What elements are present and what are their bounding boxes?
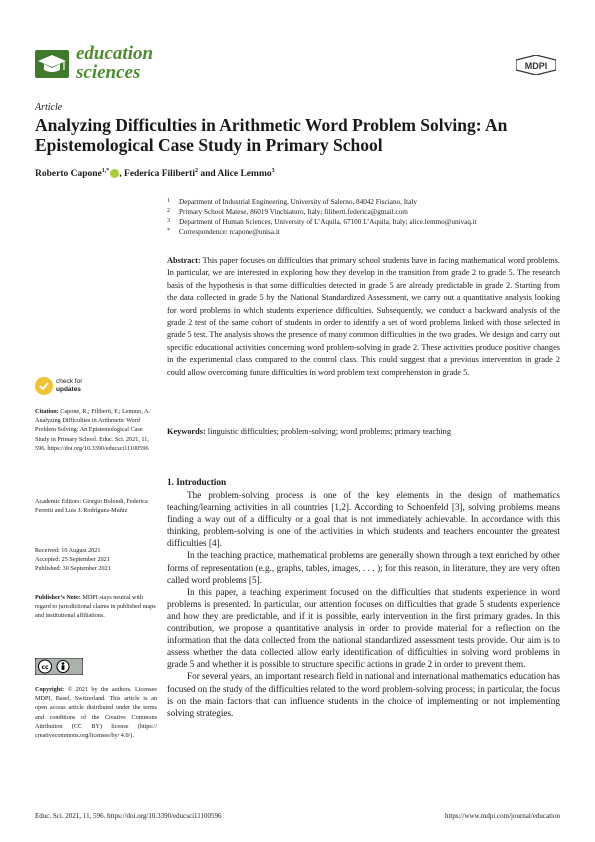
author-list	[35, 168, 275, 179]
author-2-sup: 2	[194, 168, 198, 174]
paragraph: For several years, an important research field in national and international mathematics education has focused on the study of the difficulties related to the word problem-solving process; in particular, the focus is on the main factors that can influence students in the choice of implementing or not implementing solving strategies.	[167, 671, 560, 718]
affiliation-mark: *	[167, 228, 170, 234]
affiliations	[167, 197, 567, 237]
check-updates-icon	[35, 377, 53, 395]
journal-logo	[35, 44, 195, 84]
affiliation-text: Department of Industrial Engineering, University of Salerno, 84042 Fisciano, Italy	[179, 198, 417, 206]
article-title: Analyzing Difficulties in Arithmetic Word Problem Solving: An Epistemological Case Study in Primary School	[35, 115, 508, 155]
updates-label: updates	[56, 385, 81, 393]
author-1-sup: 1,*	[101, 168, 110, 174]
affiliation-text: Primary School Matese, 86019 Vinchiaturo, Italy; filiberti.federica@gmail.com	[179, 208, 408, 216]
copyright-label: Copyright:	[35, 686, 65, 693]
keywords-text: linguistic difficulties; problem-solving; word problems; primary teaching	[207, 427, 451, 436]
orcid-icon[interactable]	[110, 169, 119, 178]
author-3-sup: 3	[271, 168, 275, 174]
paragraph: In the teaching practice, mathematical problems are generally shown through a text enriched by other forms of representation (e.g., graphs, tables, images, . . . ); for this reason, in literature, they are very often called word problems [5].	[167, 550, 560, 585]
affiliation-mark: 1	[167, 198, 170, 204]
received-date: Received: 10 August 2021	[35, 547, 101, 554]
graduation-cap-icon	[35, 50, 69, 78]
abstract-text: This paper focuses on difficulties that primary school students have in facing mathematical word problems. In particular, we are interested in exploring how they develop in the transition from grade 2 to grade 5. The research basis of the hypothesis is that some difficulties detected in grade 5 are already predictable in grade 2. Starting from the data collected in grade 5 by the National Standardized Assessment, we carry out a quantitative analysis looking for word problems in which students experience difficulties. Subsequently, we conduct a backward analysis of the grade 2 test of the same cohort of students in order to identify a set of word problems linked with those selected in grade 5 test. The analysis shows the presence of many common difficulties in the two grades. We design and carry out specific educational activities concerning word problem-solving in grade 2. These activities produce positive changes in the experimental class compared to the control class. This could suggest that a previous intervention in grade 2 could allow overcoming future difficulties in word problem text comprehension in grade 5.	[167, 256, 560, 377]
publisher-note-text: MDPI stays neutral with regard to jurisdictional claims in published maps and institutional affiliations.	[35, 594, 156, 620]
affiliation-row	[167, 217, 567, 227]
author-3[interactable]: and Alice Lemmo	[197, 169, 272, 180]
copyright-block	[35, 685, 157, 740]
citation-block	[35, 407, 157, 453]
publisher-name: MDPI	[524, 61, 548, 71]
author-2[interactable]: , Federica Filiberti	[119, 169, 195, 180]
mdpi-logo	[516, 55, 556, 75]
affiliation-row	[167, 227, 567, 237]
citation-label: Citation:	[35, 408, 59, 415]
cc-by-license-icon[interactable]	[35, 658, 83, 675]
abstract-label: Abstract:	[167, 256, 201, 265]
dates-block	[35, 546, 157, 574]
footer-citation[interactable]: Educ. Sci. 2021, 11, 596. https://doi.org/10.3390/educsci11100596	[35, 812, 222, 820]
journal-name-line1: education	[76, 43, 154, 64]
affiliation-row	[167, 197, 567, 207]
journal-name-line2: sciences	[76, 62, 141, 83]
accepted-date: Accepted: 25 September 2021	[35, 556, 110, 564]
affiliation-text: Department of Human Sciences, University of L’Aquila, 67100 L’Aquila, Italy; alice.lemmo@univaq.it	[179, 218, 477, 226]
copyright-text: © 2021 by the authors. Licensee MDPI, Basel, Switzerland. This article is an open access article distributed under the terms and conditions of the Creative Commons Attribution (CC BY) license (https:// creativecommons.org/licenses/by/ 4.0/).	[35, 686, 157, 740]
affiliation-mark: 2	[167, 208, 170, 214]
paragraph: In this paper, a teaching experiment focused on the difficulties that students experience in word problems is presented. In particular, our attention focuses on difficulties that grade 5 students experience and how they are predictable, and if it is possible, early intervention in the first primary grades. In this contribution, we propose a quantitative analysis in order to provide material for a reflection on the information that the data collected from the national standardized assessment tests provide. Our aim is to assess whether the data collected allow early identification of difficulties in solving word problems in grade 5 and whether it is possible to structure specific actions in grade 2 in order to prevent them.	[167, 586, 560, 670]
author-1[interactable]: Roberto Capone	[35, 169, 102, 180]
check-for-updates-badge[interactable]	[35, 377, 125, 401]
paragraph: The problem-solving process is one of the key elements in the design of mathematics teaching/learning activities in all countries [1,2]. According to Schoenfeld [3], solving problems means finding a way out of a difficulty or a goal that is not immediately achievable. In accordance with this thinking, problem-solving is one of the activities in which students and teachers encounter the greatest difficulties [4].	[167, 490, 560, 549]
academic-editors: Academic Editors: Giorgio Bolondi, Federica Ferretti and Luis J. Rodríguez-Muñiz	[35, 498, 148, 515]
affiliation-mark: 3	[167, 218, 170, 224]
article-type: Article	[35, 102, 63, 113]
keywords	[167, 427, 560, 436]
section-heading: 1. Introduction	[167, 477, 227, 487]
citation-text: Capone, R.; Filiberti, F.; Lemmo, A. Analyzing Difficulties in Arithmetic Word Problem Solving: An Epistemological Case Study in Primary School. Educ. Sci. 2021, 11, 596. https://doi.org/10.3390/educsci11100596	[35, 408, 151, 452]
svg-text:cc: cc	[41, 664, 49, 671]
affiliation-text: Correspondence: rcapone@unisa.it	[179, 228, 280, 236]
publisher-note	[35, 593, 157, 621]
publisher-note-label: Publisher’s Note:	[35, 594, 81, 601]
check-for-label: check for	[56, 378, 83, 385]
keywords-label: Keywords:	[167, 427, 206, 436]
introduction-body	[167, 489, 560, 719]
affiliation-row	[167, 207, 567, 217]
published-date: Published: 30 September 2021	[35, 565, 111, 573]
footer-journal-url[interactable]: https://www.mdpi.com/journal/education	[444, 812, 560, 820]
abstract	[167, 255, 560, 379]
